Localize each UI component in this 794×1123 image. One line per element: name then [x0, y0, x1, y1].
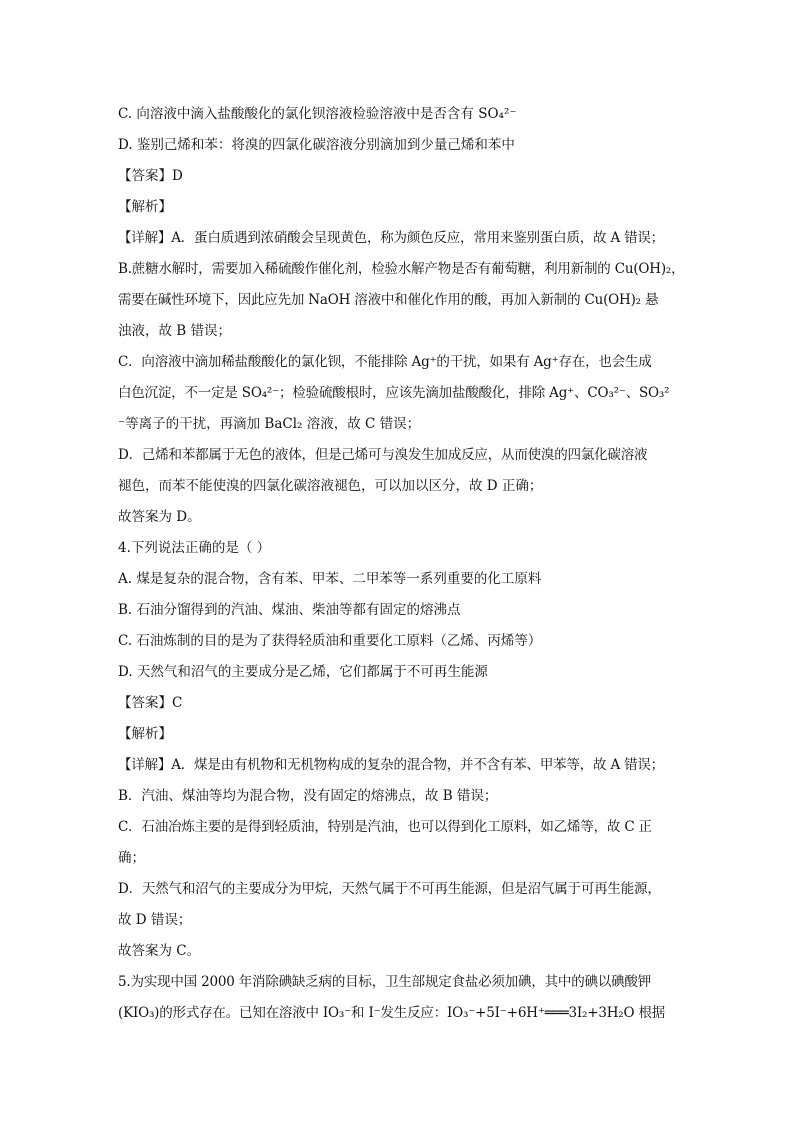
detail-a-line-2: 【详解】A．煤是由有机物和无机物构成的复杂的混合物，并不含有苯、甲苯等，故 A 错误；	[118, 757, 664, 773]
detail-b-line-3: 浊液，故 B 错误；	[118, 323, 232, 339]
detail-b-line-q4: B．汽油、煤油等均为混合物，没有固定的熔沸点，故 B 错误；	[118, 788, 498, 804]
detail-c-line-1: C．向溶液中滴加稀盐酸酸化的氯化钡，不能排除 Ag⁺的干扰，如果有 Ag⁺存在，也会生成	[118, 354, 652, 370]
option-c-line: C. 向溶液中滴入盐酸酸化的氯化钡溶液检验溶液中是否含有 SO₄²⁻	[118, 106, 517, 122]
detail-d-line-q4-1: D．天然气和沼气的主要成分为甲烷，天然气属于不可再生能源，但是沼气属于可再生能源，	[118, 881, 661, 897]
detail-c-line-2: 白色沉淀，不一定是 SO₄²⁻；检验硫酸根时，应该先滴加盐酸酸化，排除 Ag⁺、CO₃²⁻、SO₃²	[118, 385, 670, 401]
analysis-heading-2: 【解析】	[118, 726, 172, 742]
conclusion-line: 故答案为 D。	[118, 509, 201, 525]
detail-d-line-2: 褪色，而苯不能使溴的四氯化碳溶液褪色，可以加以区分，故 D 正确；	[118, 478, 543, 494]
question-4-stem: 4.下列说法正确的是（ ）	[118, 540, 271, 556]
question-5-stem-1: 5.为实现中国 2000 年消除碘缺乏病的目标，卫生部规定食盐必须加碘，其中的碘以碘酸钾	[118, 974, 652, 990]
conclusion-line-2: 故答案为 C。	[118, 943, 201, 959]
detail-c-line-q4-2: 确；	[118, 850, 145, 866]
detail-a-line: 【详解】A．蛋白质遇到浓硝酸会呈现黄色，称为颜色反应，常用来鉴别蛋白质，故 A 错误；	[118, 230, 664, 246]
answer-line: 【答案】D	[118, 168, 183, 184]
question-4-option-c: C. 石油炼制的目的是为了获得轻质油和重要化工原料（乙烯、丙烯等）	[118, 633, 542, 649]
answer-line-2: 【答案】C	[118, 695, 183, 711]
detail-d-line-1: D．己烯和苯都属于无色的液体，但是己烯可与溴发生加成反应，从而使溴的四氯化碳溶液	[118, 447, 648, 463]
detail-b-line-2: 需要在碱性环境下，因此应先加 NaOH 溶液中和催化作用的酸，再加入新制的 Cu(OH)₂ 悬	[118, 292, 659, 308]
analysis-heading: 【解析】	[118, 199, 172, 215]
detail-c-line-q4-1: C．石油冶炼主要的是得到轻质油，特别是汽油，也可以得到化工原料，如乙烯等，故 C 正	[118, 819, 652, 835]
question-4-option-b: B. 石油分馏得到的汽油、煤油、柴油等都有固定的熔沸点	[118, 602, 461, 618]
detail-c-line-3: ⁻等离子的干扰，再滴加 BaCl₂ 溶液，故 C 错误；	[118, 416, 421, 432]
question-4-option-a: A. 煤是复杂的混合物，含有苯、甲苯、二甲苯等一系列重要的化工原料	[118, 571, 542, 587]
detail-b-line-1: B.蔗糖水解时，需要加入稀硫酸作催化剂，检验水解产物是否有葡萄糖，利用新制的 Cu(OH)₂，	[118, 261, 685, 277]
option-d-line: D. 鉴别己烯和苯：将溴的四氯化碳溶液分别滴加到少量己烯和苯中	[118, 137, 515, 153]
detail-d-line-q4-2: 故 D 错误；	[118, 912, 192, 928]
question-5-stem-2: (KIO₃)的形式存在。已知在溶液中 IO₃⁻和 I⁻发生反应：IO₃⁻+5I⁻+6H⁺═══3I₂+3H₂O 根据	[118, 1005, 666, 1021]
question-4-option-d: D. 天然气和沼气的主要成分是乙烯，它们都属于不可再生能源	[118, 664, 488, 680]
